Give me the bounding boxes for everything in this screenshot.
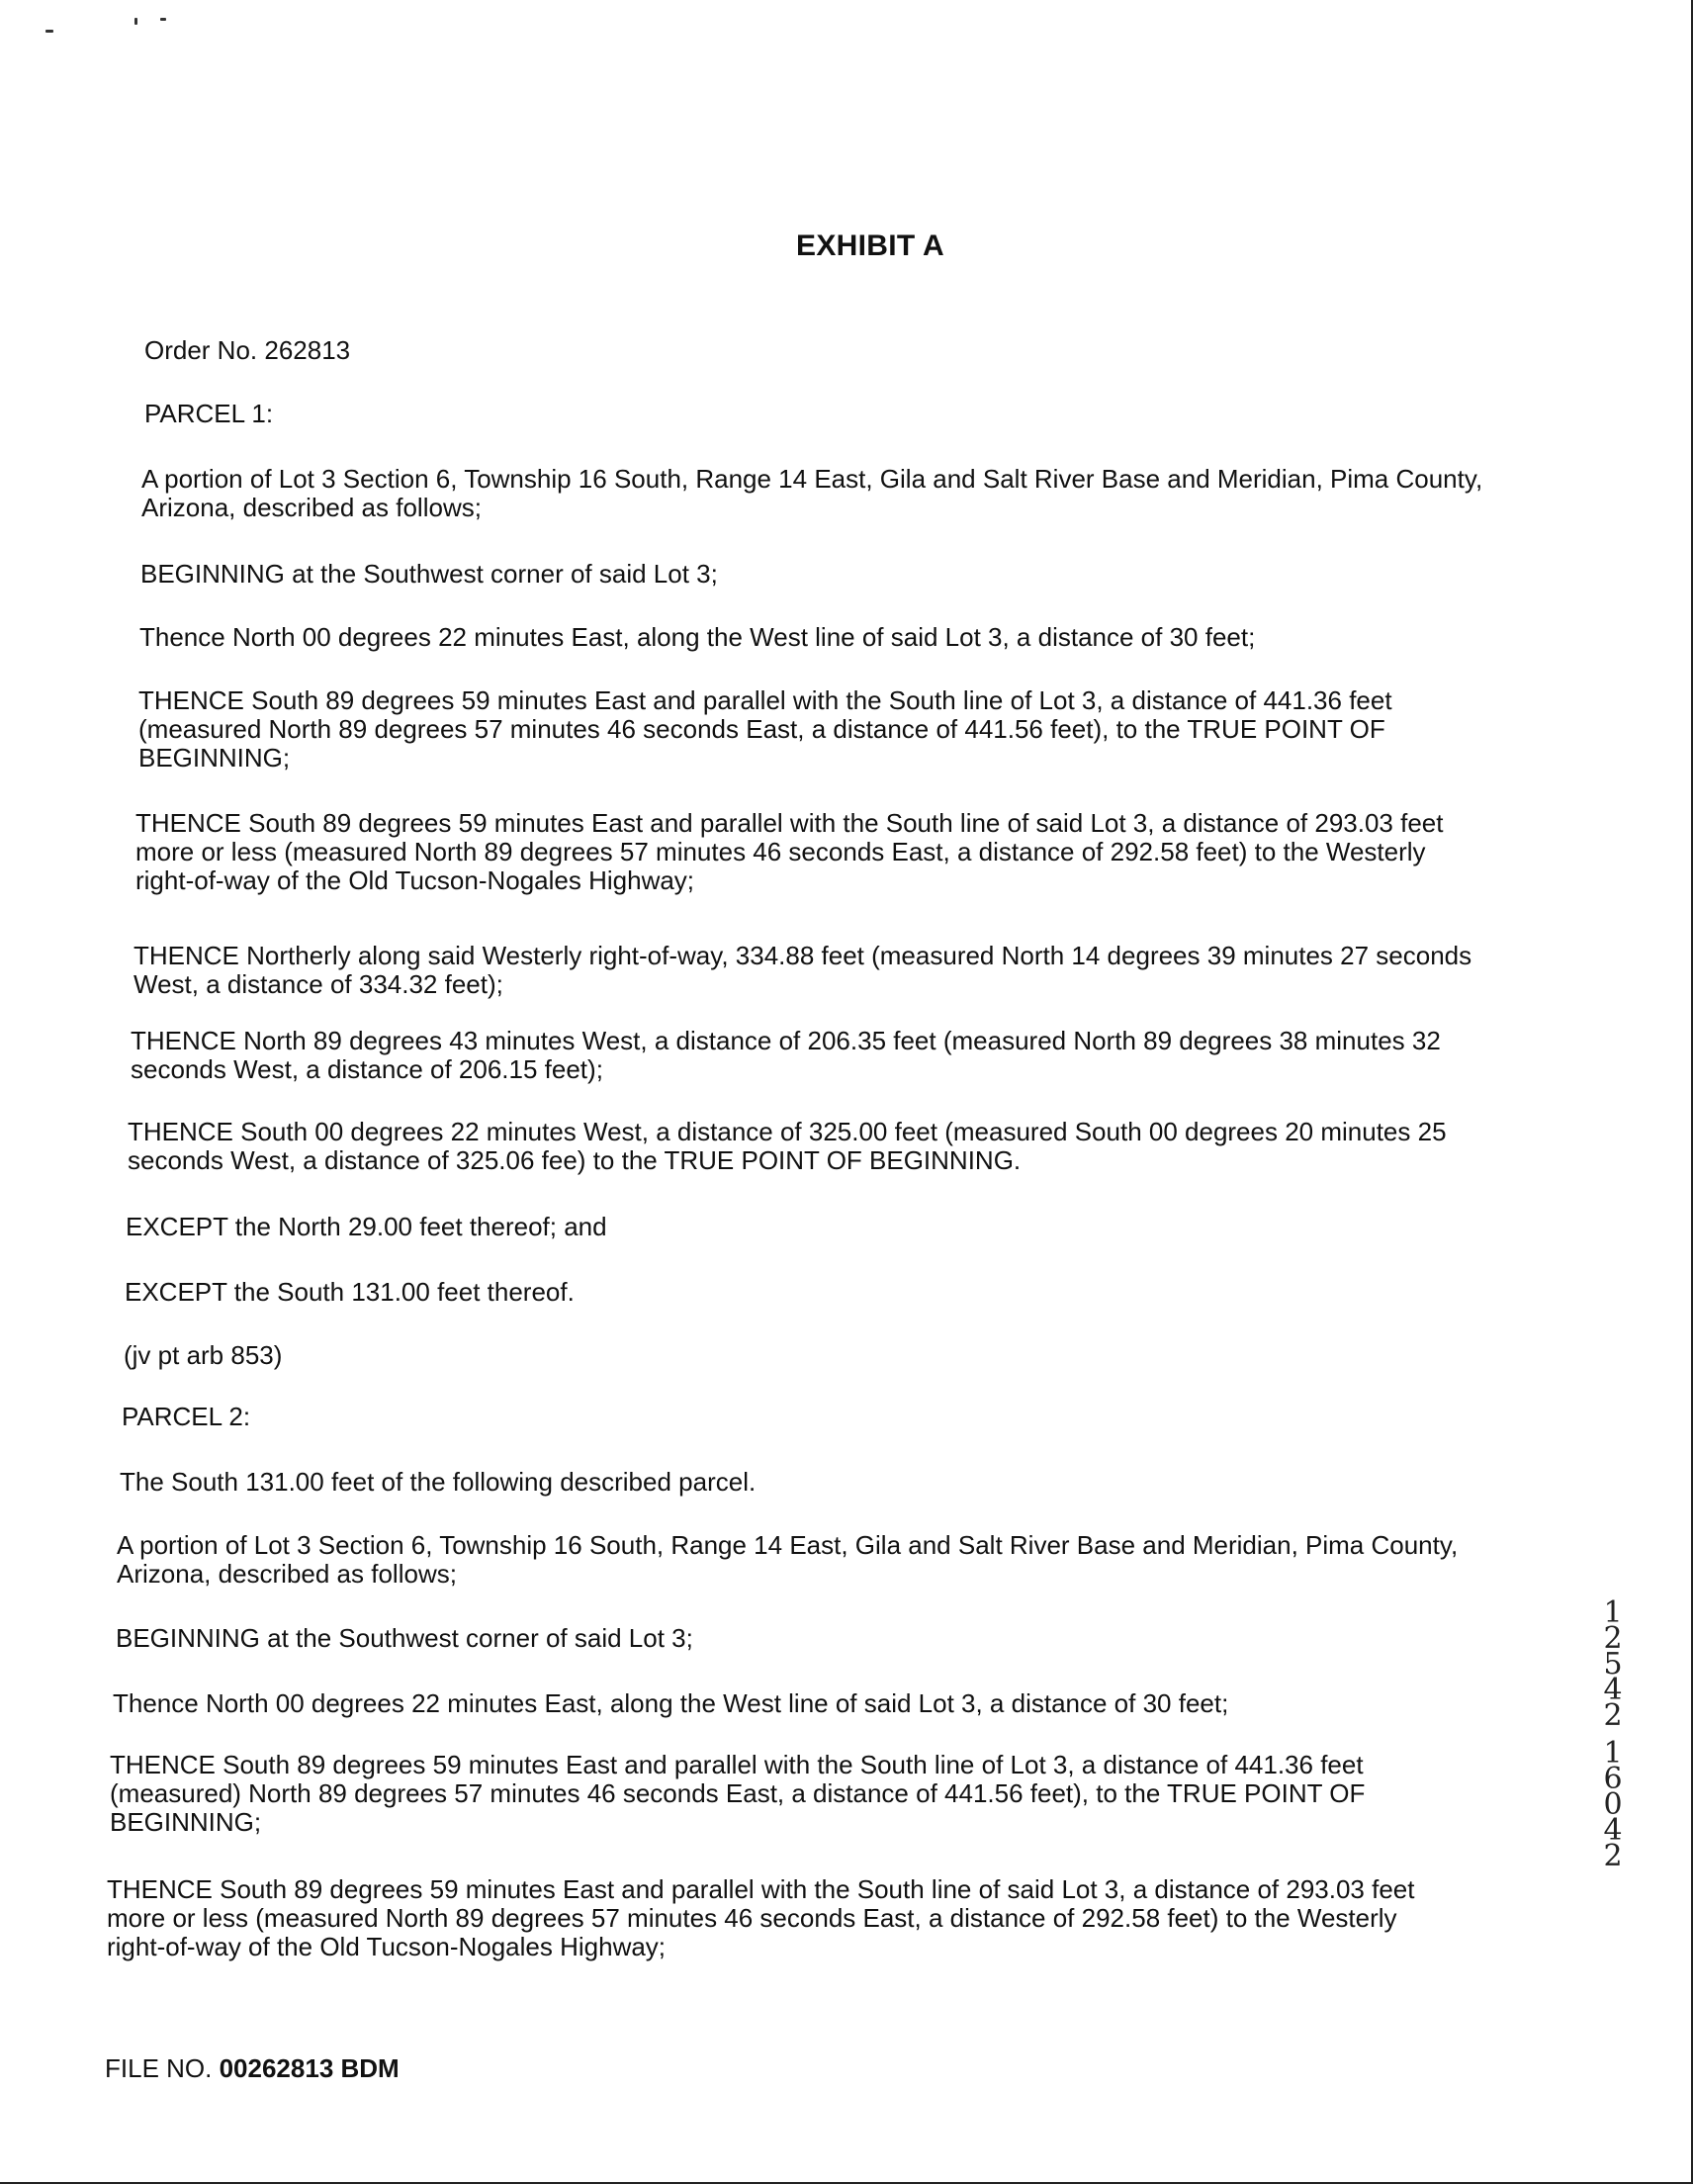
parcel-2-paragraph: BEGINNING at the Southwest corner of said Lot 3; <box>116 1623 693 1653</box>
stamp-digit: 6 <box>1603 1762 1623 1796</box>
recording-stamp-book <box>1598 1595 1628 1733</box>
file-number-value: 00262813 BDM <box>219 2053 400 2083</box>
parcel-2-paragraph: THENCE South 89 degrees 59 minutes East and parallel with the South line of Lot 3, a distance of 441.36 feet (measured) North 89 degrees 57 minutes 46 seconds East, a distance of 441.56 feet), to the TRUE POINT OF BEGINNING; <box>110 1750 1366 1837</box>
file-number-label: FILE NO. <box>105 2053 213 2083</box>
scan-speck <box>134 18 137 25</box>
page-title: EXHIBIT A <box>796 229 944 262</box>
parcel-1-paragraph: A portion of Lot 3 Section 6, Township 16 South, Range 14 East, Gila and Salt River Base and Meridian, Pima County, Arizona, described as follows; <box>141 464 1483 522</box>
stamp-digit: 2 <box>1603 1839 1623 1873</box>
parcel-1-paragraph: BEGINNING at the Southwest corner of said Lot 3; <box>140 559 718 589</box>
parcel-1-paragraph: (jv pt arb 853) <box>124 1340 283 1370</box>
stamp-digit: 0 <box>1603 1787 1623 1822</box>
scan-speck <box>160 18 166 21</box>
file-number <box>105 2053 400 2084</box>
parcel-1-paragraph: THENCE North 89 degrees 43 minutes West, a distance of 206.35 feet (measured North 89 degrees 38 minutes 32 seconds West, a distance of 206.15 feet); <box>131 1026 1441 1084</box>
stamp-digit: 4 <box>1603 1673 1623 1707</box>
parcel-1-paragraph: THENCE South 89 degrees 59 minutes East and parallel with the South line of said Lot 3, a distance of 293.03 feet more or less (measured North 89 degrees 57 minutes 46 seconds East, a distance of 292.58 feet) to the Westerly right-of-way of the Old Tucson-Nogales Highway; <box>135 808 1444 895</box>
parcel-2-heading: PARCEL 2: <box>122 1402 251 1431</box>
order-number: Order No. 262813 <box>144 335 351 365</box>
stamp-digit: 4 <box>1603 1813 1623 1848</box>
parcel-1-paragraph: THENCE South 89 degrees 59 minutes East and parallel with the South line of Lot 3, a distance of 441.36 feet (measured North 89 degrees 57 minutes 46 seconds East, a distance of 441.56 feet), to the TRUE POINT OF BEGINNING; <box>138 685 1392 773</box>
parcel-1-paragraph: THENCE Northerly along said Westerly right-of-way, 334.88 feet (measured North 14 degrees 39 minutes 27 seconds West, a distance of 334.32 feet); <box>134 941 1472 999</box>
stamp-digit: 2 <box>1603 1621 1623 1656</box>
parcel-2-paragraph: THENCE South 89 degrees 59 minutes East and parallel with the South line of said Lot 3, a distance of 293.03 feet more or less (measured North 89 degrees 57 minutes 46 seconds East, a distance of 292.58 feet) to the Westerly right-of-way of the Old Tucson-Nogales Highway; <box>107 1874 1415 1961</box>
scan-speck <box>45 30 53 33</box>
parcel-2-paragraph: Thence North 00 degrees 22 minutes East, along the West line of said Lot 3, a distance of 30 feet; <box>113 1688 1229 1718</box>
stamp-digit: 1 <box>1603 1595 1623 1630</box>
parcel-1-paragraph: Thence North 00 degrees 22 minutes East, along the West line of said Lot 3, a distance of 30 feet; <box>139 622 1256 652</box>
parcel-1-paragraph: THENCE South 00 degrees 22 minutes West, a distance of 325.00 feet (measured South 00 degrees 20 minutes 25 seconds West, a distance of 325.06 fee) to the TRUE POINT OF BEGINNING. <box>128 1117 1447 1175</box>
recording-stamp-page <box>1598 1736 1628 1873</box>
stamp-digit: 5 <box>1603 1647 1623 1682</box>
parcel-2-paragraph: The South 131.00 feet of the following described parcel. <box>120 1467 757 1497</box>
parcel-1-paragraph: EXCEPT the North 29.00 feet thereof; and <box>126 1212 607 1241</box>
parcel-1-heading: PARCEL 1: <box>144 399 274 428</box>
parcel-2-paragraph: A portion of Lot 3 Section 6, Township 16 South, Range 14 East, Gila and Salt River Base and Meridian, Pima County, Arizona, described as follows; <box>117 1530 1459 1589</box>
stamp-digit: 1 <box>1603 1736 1623 1771</box>
stamp-digit: 2 <box>1603 1698 1623 1733</box>
parcel-1-paragraph: EXCEPT the South 131.00 feet thereof. <box>125 1277 575 1307</box>
